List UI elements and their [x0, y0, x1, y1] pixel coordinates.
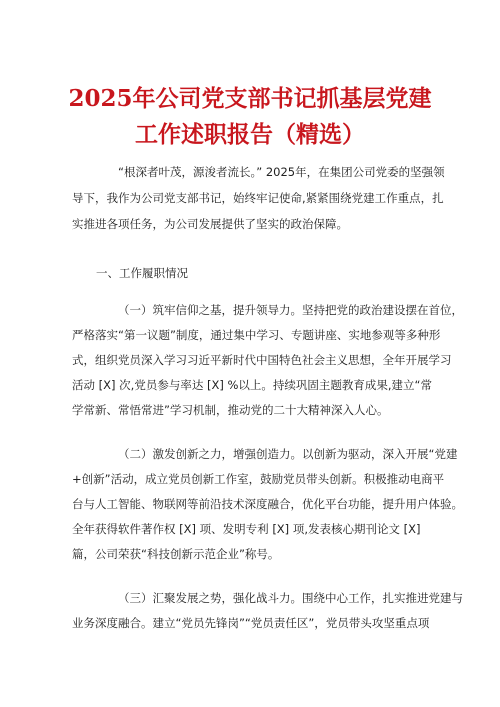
document-title-line2: 工作述职报告（精选） [135, 121, 365, 148]
intro-line: “根深者叶茂，源浚者流长。” 2025年，在集团公司党委的坚强领 [118, 165, 445, 179]
paragraph-line: （三）汇聚发展之势，强化战斗力。围绕中心工作，扎实推进党建与 [118, 591, 463, 605]
paragraph-line: 严格落实“第一议题”制度，通过集中学习、专题讲座、实地参观等多种形 [72, 328, 441, 342]
paragraph-line: 全年获得软件著作权 [X] 项、发明专利 [X] 项,发表核心期刊论文 [X] [72, 522, 421, 536]
paragraph-line: （二）激发创新之力，增强创造力。以创新为驱动，深入开展“党建 [118, 447, 458, 461]
paragraph-line: 式，组织党员深入学习习近平新时代中国特色社会主义思想，全年开展学习 [72, 353, 452, 367]
paragraph-line: 台与人工智能、物联网等前沿技术深度融合，优化平台功能，提升用户体验。 [72, 497, 463, 511]
section-heading: 一、工作履职情况 [96, 266, 188, 280]
paragraph-line: 篇，公司荣获“科技创新示范企业”称号。 [72, 547, 280, 561]
paragraph-line: +创新”活动，成立党员创新工作室，鼓励党员带头创新。积极推动电商平 [72, 472, 445, 486]
intro-line: 导下，我作为公司党支部书记，始终牢记使命,紧紧围绕党建工作重点，扎 [72, 191, 444, 205]
paragraph-line: 业务深度融合。建立“党员先锋岗”“党员责任区”，党员带头攻坚重点项 [72, 616, 430, 630]
paragraph-line: 活动 [X] 次,党员参与率达 [X] %以上。持续巩固主题教育成果,建立“常 [72, 378, 433, 392]
intro-line: 实推进各项任务，为公司发展提供了坚实的政治保障。 [72, 217, 348, 231]
paragraph-line: 学常新、常悟常进”学习机制，推动党的二十大精神深入人心。 [72, 403, 389, 417]
document-title-line1: 2025年公司党支部书记抓基层党建 [68, 85, 432, 112]
paragraph-line: （一）筑牢信仰之基，提升领导力。坚持把党的政治建设摆在首位， [118, 303, 463, 317]
